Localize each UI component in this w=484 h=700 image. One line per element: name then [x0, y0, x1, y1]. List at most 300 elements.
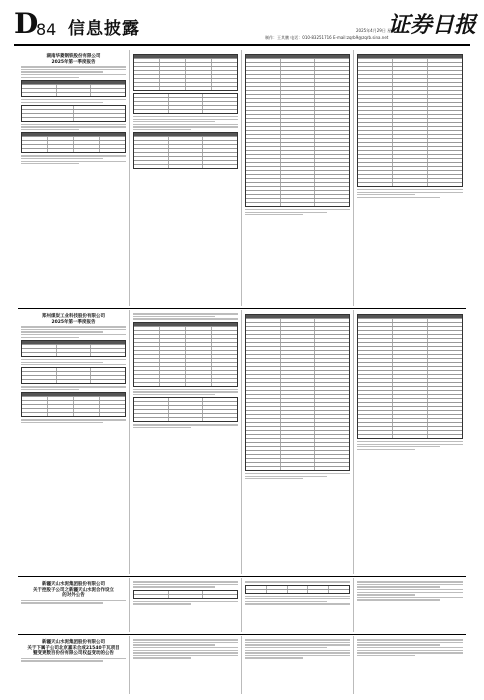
table-cell	[358, 87, 393, 90]
table-cell	[315, 427, 349, 430]
table-cell	[203, 410, 237, 413]
table-cell	[315, 367, 349, 370]
table-cell	[91, 345, 125, 348]
table-cell	[246, 91, 281, 94]
table-cell	[393, 423, 428, 426]
table-cell	[74, 137, 100, 140]
table-cell	[212, 83, 237, 86]
table-cell	[428, 71, 462, 74]
text-line	[21, 359, 126, 360]
table-cell	[393, 131, 428, 134]
table-cell	[22, 149, 48, 152]
panel2-col-2	[130, 310, 242, 574]
table-cell	[281, 379, 316, 382]
table-cell	[428, 403, 462, 406]
table-cell	[315, 107, 349, 110]
table-cell	[267, 590, 288, 593]
table-cell	[281, 203, 316, 206]
table-cell	[203, 398, 237, 401]
table-cell	[212, 335, 237, 338]
table-cell	[160, 331, 186, 334]
table-cell	[91, 376, 125, 379]
table-cell	[393, 99, 428, 102]
table-cell	[203, 110, 237, 113]
table-cell	[169, 141, 204, 144]
table-cell	[57, 93, 92, 96]
table-cell	[428, 159, 462, 162]
table-cell	[57, 368, 92, 371]
text-line	[133, 116, 238, 117]
table-cell	[358, 91, 393, 94]
table-cell	[393, 431, 428, 434]
table-cell	[246, 111, 281, 114]
table-cell	[91, 85, 125, 88]
table-cell	[281, 187, 316, 190]
text-line	[133, 644, 215, 645]
text-line	[133, 642, 238, 643]
table-cell	[315, 123, 349, 126]
table-cell	[315, 95, 349, 98]
table-cell	[246, 359, 281, 362]
table-cell	[246, 83, 281, 86]
table-cell	[160, 355, 186, 358]
table-cell	[246, 59, 281, 62]
table-cell	[134, 418, 169, 421]
table-cell	[329, 586, 349, 589]
table-cell	[358, 423, 393, 426]
table-cell	[246, 343, 281, 346]
data-table	[357, 314, 463, 439]
table-cell	[358, 107, 393, 110]
table-cell	[281, 91, 316, 94]
table-cell	[428, 435, 462, 438]
table-cell	[246, 75, 281, 78]
text-line	[245, 581, 350, 582]
table-cell	[428, 83, 462, 86]
table-cell	[358, 367, 393, 370]
table-cell	[134, 165, 169, 168]
table-cell	[281, 143, 316, 146]
table-cell	[358, 399, 393, 402]
table-cell	[246, 371, 281, 374]
table-cell	[186, 59, 212, 62]
table-cell	[315, 391, 349, 394]
table-cell	[134, 351, 160, 354]
table-cell	[288, 590, 309, 593]
table-cell	[315, 187, 349, 190]
table-cell	[281, 463, 316, 466]
table-cell	[134, 110, 169, 113]
table-cell	[134, 335, 160, 338]
text-line	[133, 121, 215, 122]
table-cell	[203, 165, 237, 168]
table-cell	[428, 123, 462, 126]
section-divider	[18, 576, 466, 577]
table-cell	[246, 407, 281, 410]
table-cell	[22, 376, 57, 379]
table-cell	[428, 163, 462, 166]
table-cell	[393, 331, 428, 334]
text-line	[21, 66, 126, 67]
company-name: 新疆天山水泥集团股份有限公司	[42, 582, 105, 587]
table-cell	[428, 179, 462, 182]
table-cell	[281, 411, 316, 414]
text-line	[357, 194, 415, 195]
table-cell	[315, 383, 349, 386]
table-cell	[91, 89, 125, 92]
table-cell	[203, 161, 237, 164]
table-cell	[160, 59, 186, 62]
table-cell	[160, 367, 186, 370]
table-cell	[74, 397, 100, 400]
table-cell	[428, 323, 462, 326]
table-cell	[358, 135, 393, 138]
table-cell	[393, 159, 428, 162]
table-cell	[428, 379, 462, 382]
table-cell	[315, 203, 349, 206]
table-cell	[358, 407, 393, 410]
table-row	[134, 165, 237, 168]
text-line	[133, 124, 238, 125]
table-cell	[186, 383, 212, 386]
table-cell	[91, 353, 125, 356]
table-cell	[22, 397, 48, 400]
table-cell	[134, 137, 169, 140]
table-cell	[246, 431, 281, 434]
table-cell	[212, 379, 237, 382]
text-line	[21, 386, 126, 387]
table-cell	[100, 141, 125, 144]
text-line	[21, 600, 126, 601]
table-cell	[315, 463, 349, 466]
table-cell	[186, 351, 212, 354]
table-cell	[212, 327, 237, 330]
masthead-logo: 证券日报	[388, 12, 477, 38]
editor-contact: 制作：王其鹏 电话：010-83251716 E-mail:zqrb9@zqrb.sina.net	[265, 35, 389, 40]
table-cell	[281, 83, 316, 86]
table-cell	[358, 371, 393, 374]
table-cell	[393, 419, 428, 422]
table-cell	[428, 183, 462, 186]
table-cell	[169, 137, 204, 140]
table-cell	[134, 343, 160, 346]
text-line	[133, 581, 238, 582]
table-cell	[281, 95, 316, 98]
data-table	[21, 80, 126, 97]
panel1-col-1	[18, 50, 130, 306]
text-line	[133, 652, 238, 653]
text-line	[21, 364, 126, 365]
table-cell	[246, 423, 281, 426]
table-cell	[281, 135, 316, 138]
text-line	[133, 129, 191, 130]
table-cell	[134, 59, 160, 62]
table-cell	[393, 127, 428, 130]
table-cell	[393, 179, 428, 182]
table-cell	[358, 363, 393, 366]
table-cell	[48, 413, 74, 416]
table-cell	[393, 411, 428, 414]
table-cell	[393, 83, 428, 86]
table-cell	[160, 383, 186, 386]
table-cell	[358, 147, 393, 150]
table-cell	[48, 397, 74, 400]
table-cell	[134, 98, 169, 101]
table-cell	[281, 395, 316, 398]
table-cell	[393, 371, 428, 374]
data-table	[357, 54, 463, 187]
table-cell	[428, 411, 462, 414]
table-cell	[134, 157, 169, 160]
table-cell	[428, 363, 462, 366]
table-cell	[428, 171, 462, 174]
table-cell	[358, 119, 393, 122]
table-cell	[212, 87, 237, 90]
text-line	[357, 644, 440, 645]
table-cell	[393, 427, 428, 430]
table-cell	[160, 379, 186, 382]
table-cell	[160, 335, 186, 338]
table-cell	[393, 171, 428, 174]
table-cell	[315, 399, 349, 402]
table-cell	[428, 103, 462, 106]
table-cell	[358, 131, 393, 134]
table-cell	[160, 363, 186, 366]
table-cell	[212, 371, 237, 374]
table-cell	[100, 413, 125, 416]
table-cell	[428, 327, 462, 330]
table-cell	[203, 137, 237, 140]
table-cell	[315, 355, 349, 358]
table-cell	[281, 391, 316, 394]
table-cell	[22, 145, 48, 148]
table-cell	[393, 375, 428, 378]
table-cell	[186, 87, 212, 90]
table-cell	[358, 59, 393, 62]
table-cell	[160, 339, 186, 342]
table-cell	[281, 171, 316, 174]
table-cell	[246, 379, 281, 382]
text-line	[357, 449, 415, 450]
table-cell	[22, 114, 74, 117]
table-cell	[281, 103, 316, 106]
panel2-col-4	[354, 310, 466, 574]
table-cell	[428, 95, 462, 98]
table-cell	[281, 323, 316, 326]
table-cell	[22, 372, 57, 375]
company-name: 湖南华菱钢铁股份有限公司	[46, 54, 101, 59]
table-cell	[358, 387, 393, 390]
table-cell	[186, 375, 212, 378]
text-line	[245, 598, 350, 599]
table-cell	[358, 83, 393, 86]
table-cell	[169, 402, 204, 405]
table-cell	[358, 391, 393, 394]
table-cell	[428, 115, 462, 118]
table-cell	[315, 175, 349, 178]
table-cell	[57, 345, 92, 348]
table-cell	[315, 451, 349, 454]
table-cell	[246, 107, 281, 110]
table-cell	[393, 367, 428, 370]
table-cell	[246, 71, 281, 74]
notice-title: 暨变更数百份份有限公司权益变动的公告	[33, 651, 114, 656]
panel4-col-1	[18, 636, 130, 694]
table-cell	[160, 375, 186, 378]
table-cell	[315, 191, 349, 194]
text-line	[357, 655, 415, 656]
table-cell	[358, 347, 393, 350]
text-line	[21, 69, 126, 70]
table-cell	[246, 323, 281, 326]
publication-date: 2025年4月29日 星期二	[356, 28, 400, 33]
text-line	[21, 326, 126, 327]
table-cell	[281, 167, 316, 170]
table-cell	[315, 335, 349, 338]
table-cell	[428, 431, 462, 434]
table-cell	[393, 79, 428, 82]
data-table	[21, 340, 126, 357]
table-cell	[186, 67, 212, 70]
table-cell	[358, 435, 393, 438]
table-cell	[358, 103, 393, 106]
panel2-col-1	[18, 310, 130, 574]
table-cell	[393, 355, 428, 358]
table-cell	[393, 103, 428, 106]
table-cell	[246, 147, 281, 150]
text-line	[21, 337, 79, 338]
table-cell	[428, 167, 462, 170]
table-cell	[358, 419, 393, 422]
table-row	[134, 110, 237, 113]
table-cell	[315, 99, 349, 102]
company-name: 郑州煤炭工业科技股份有限公司	[42, 314, 105, 319]
table-cell	[134, 83, 160, 86]
table-cell	[57, 349, 92, 352]
text-line	[245, 644, 350, 645]
table-cell	[246, 403, 281, 406]
table-cell	[358, 155, 393, 158]
table-cell	[169, 406, 204, 409]
table-cell	[393, 151, 428, 154]
text-line	[357, 586, 440, 587]
table-cell	[134, 375, 160, 378]
table-cell	[393, 391, 428, 394]
table-cell	[393, 123, 428, 126]
table-cell	[169, 110, 204, 113]
table-cell	[281, 407, 316, 410]
table-cell	[160, 359, 186, 362]
text-line	[357, 650, 463, 651]
table-cell	[22, 409, 48, 412]
table-cell	[100, 149, 125, 152]
table-cell	[281, 363, 316, 366]
table-cell	[246, 363, 281, 366]
table-cell	[315, 171, 349, 174]
table-cell	[281, 191, 316, 194]
table-cell	[281, 159, 316, 162]
table-cell	[281, 443, 316, 446]
table-cell	[160, 83, 186, 86]
table-cell	[186, 335, 212, 338]
table-cell	[267, 586, 288, 589]
notice-panel-4	[18, 636, 466, 694]
text-line	[21, 124, 126, 125]
table-cell	[100, 405, 125, 408]
table-cell	[358, 319, 393, 322]
table-cell	[186, 355, 212, 358]
table-cell	[315, 459, 349, 462]
table-cell	[186, 339, 212, 342]
table-cell	[186, 83, 212, 86]
table-cell	[315, 343, 349, 346]
table-cell	[281, 343, 316, 346]
text-line	[357, 189, 463, 190]
table-cell	[91, 380, 125, 383]
table-cell	[74, 413, 100, 416]
table-cell	[358, 323, 393, 326]
table-cell	[246, 99, 281, 102]
table-cell	[160, 351, 186, 354]
text-line	[133, 391, 238, 392]
table-cell	[212, 351, 237, 354]
table-cell	[246, 199, 281, 202]
text-line	[245, 596, 350, 597]
panel3-col-3	[242, 578, 354, 632]
table-cell	[246, 191, 281, 194]
table-cell	[428, 387, 462, 390]
table-cell	[246, 327, 281, 330]
table-cell	[212, 383, 237, 386]
table-cell	[203, 591, 237, 594]
table-cell	[203, 406, 237, 409]
table-cell	[315, 323, 349, 326]
table-cell	[246, 415, 281, 418]
table-cell	[246, 67, 281, 70]
table-cell	[281, 427, 316, 430]
notice-subtitle: 关于控股子公司之新疆天山水泥合作设立	[33, 587, 114, 593]
table-cell	[428, 155, 462, 158]
table-row	[134, 595, 237, 598]
table-cell	[428, 335, 462, 338]
table-cell	[393, 415, 428, 418]
table-cell	[57, 376, 92, 379]
table-cell	[246, 347, 281, 350]
table-cell	[203, 157, 237, 160]
table-cell	[134, 402, 169, 405]
text-line	[357, 592, 463, 593]
table-cell	[212, 355, 237, 358]
table-cell	[22, 401, 48, 404]
table-cell	[358, 355, 393, 358]
table-cell	[315, 143, 349, 146]
table-cell	[358, 71, 393, 74]
table-cell	[315, 111, 349, 114]
table-cell	[428, 391, 462, 394]
table-cell	[22, 85, 57, 88]
data-table	[21, 132, 126, 153]
table-cell	[281, 179, 316, 182]
table-cell	[246, 335, 281, 338]
table-cell	[246, 203, 281, 206]
table-cell	[428, 99, 462, 102]
panel2-col-3	[242, 310, 354, 574]
table-cell	[160, 327, 186, 330]
table-cell	[160, 71, 186, 74]
table-cell	[315, 423, 349, 426]
text-line	[133, 601, 238, 602]
table-cell	[160, 63, 186, 66]
